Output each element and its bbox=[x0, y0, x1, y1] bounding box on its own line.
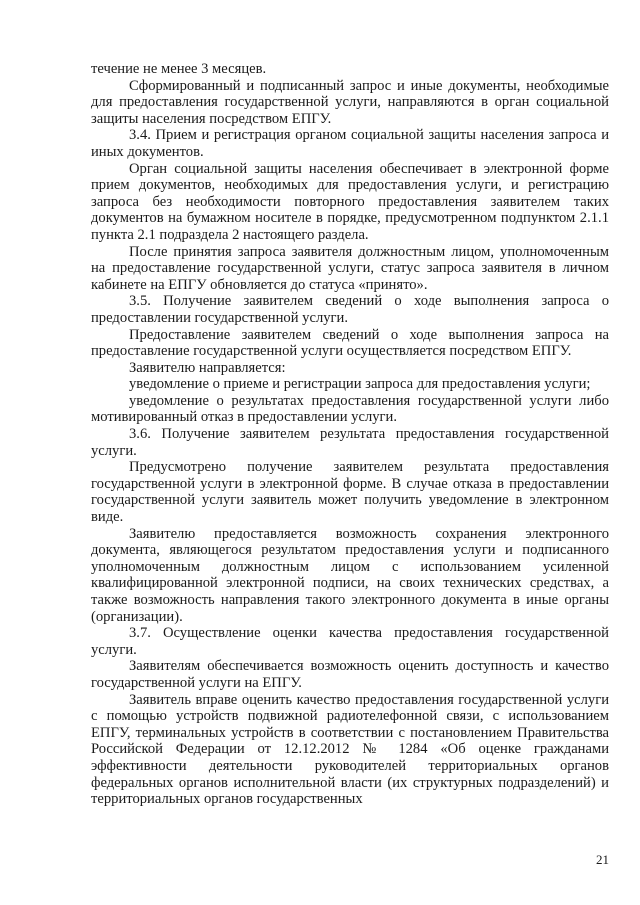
paragraph-continuation: течение не менее 3 месяцев. bbox=[91, 61, 267, 77]
paragraph: После принятия запроса заявителя должностным лицом, уполномоченным на предоставление государственной услуги, статус запроса заявителя в личном кабинете на ЕПГУ обновляется до статуса «принято». bbox=[91, 243, 609, 293]
paragraph: Сформированный и подписанный запрос и иные документы, необходимые для предоставления государственной услуги, направляются в орган социальной защиты населения посредством ЕПГУ. bbox=[91, 77, 609, 127]
paragraph: Предоставление заявителем сведений о ходе выполнения запроса на предоставление государственной услуги осуществляется посредством ЕПГУ. bbox=[91, 326, 609, 360]
list-item: уведомление о приеме и регистрации запроса для предоставления услуги; bbox=[129, 376, 591, 393]
paragraph: Предусмотрено получение заявителем результата предоставления государственной услуги в электронной форме. В случае отказа в предоставлении государственной услуги заявитель может получить уведомление в электронном виде. bbox=[91, 459, 609, 526]
section-heading-3-4: 3.4. Прием и регистрация органом социальной защиты населения запроса и иных документов. bbox=[91, 127, 609, 160]
page-number: 21 bbox=[596, 852, 609, 867]
paragraph: Заявитель вправе оценить качество предоставления государственной услуги с помощью устройств подвижной радиотелефонной связи, с использованием ЕПГУ, терминальных устройств в соответствии с постановлением Правительства Российской Федерации от 12.12.2012 № 1284 «Об оценке гражданами эффективности деятельности руководителей территориальных органов федеральных органов исполнительной власти (их структурных подразделений) и территориальных органов государственных bbox=[91, 691, 609, 808]
paragraph: Заявителям обеспечивается возможность оценить доступность и качество государственной услуги на ЕПГУ. bbox=[91, 658, 609, 691]
section-heading-3-7: 3.7. Осуществление оценки качества предоставления государственной услуги. bbox=[91, 625, 609, 658]
document-body bbox=[91, 61, 609, 808]
section-heading-3-6: 3.6. Получение заявителем результата предоставления государственной услуги. bbox=[91, 426, 609, 459]
section-heading-3-5: 3.5. Получение заявителем сведений о ходе выполнения запроса о предоставлении государственной услуги. bbox=[91, 293, 609, 326]
list-item: уведомление о результатах предоставления государственной услуги либо мотивированный отказ в предоставлении услуги. bbox=[91, 392, 609, 426]
paragraph: Заявителю предоставляется возможность сохранения электронного документа, являющегося результатом предоставления услуги и подписанного уполномоченным должностным лицом с использованием усиленной квалифицированной электронной подписи, на своих технических средствах, а также возможность направления такого электронного документа в иные органы (организации). bbox=[91, 525, 609, 625]
paragraph: Орган социальной защиты населения обеспечивает в электронной форме прием документов, необходимых для предоставления услуги, и регистрацию запроса без необходимости повторного предоставления заявителем таких документов на бумажном носителе в порядке, предусмотренном подпунктом 2.1.1 пункта 2.1 подраздела 2 настоящего раздела. bbox=[91, 160, 609, 243]
paragraph: Заявителю направляется: bbox=[129, 359, 286, 376]
